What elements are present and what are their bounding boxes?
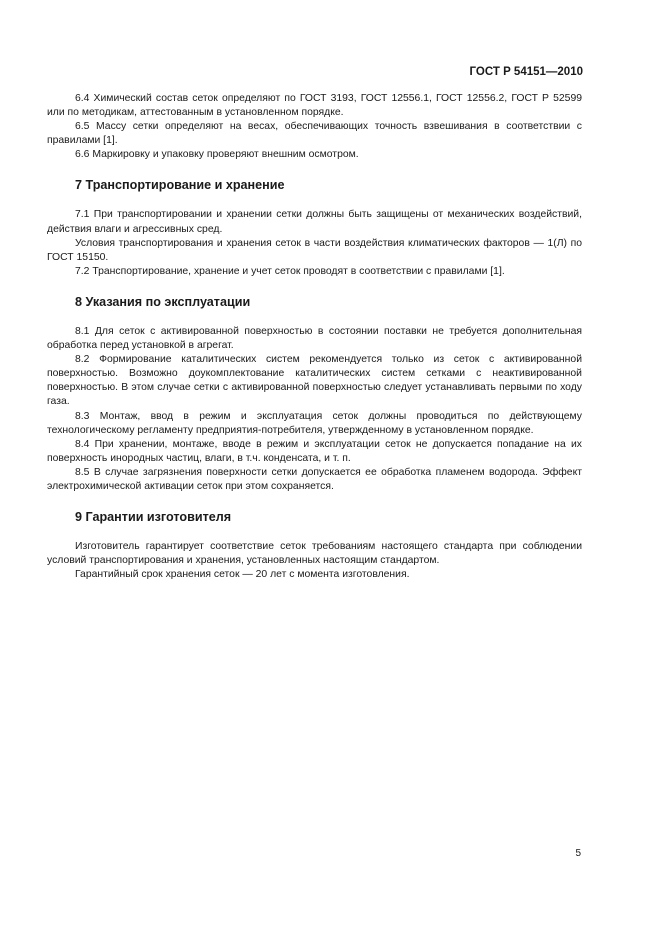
section-7-heading: 7 Транспортирование и хранение	[75, 178, 285, 193]
paragraph-7-2: 7.2 Транспортирование, хранение и учет сеток проводят в соответствии с правилами [1].	[75, 265, 505, 277]
paragraph-7-1-b: Условия транспортирования и хранения сеток в части воздействия климатических факторов — 1(Л) по ГОСТ 15150.	[47, 237, 582, 263]
paragraph-8-4: 8.4 При хранении, монтаже, вводе в режим и эксплуатации сеток не допускается попадание на их поверхность инородных частиц, влаги, в т.ч. конденсата, и т. п.	[47, 438, 582, 464]
paragraph-7-1: 7.1 При транспортировании и хранении сетки должны быть защищены от механических воздействий, действия влаги и агрессивных сред.	[47, 209, 582, 235]
paragraph-8-2: 8.2 Формирование каталитических систем рекомендуется только из сеток с активированной поверхностью. Возможно доукомплектование каталитических систем сетками с неактивированной поверхностью. В этом случае сетки с активированной поверхностью следует устанавливать первыми по ходу газа.	[47, 354, 582, 408]
paragraph-6-6: 6.6 Маркировку и упаковку проверяют внешним осмотром.	[75, 149, 359, 161]
paragraph-8-3: 8.3 Монтаж, ввод в режим и эксплуатация сеток должны проводиться по действующему технологическому регламенту предприятия-потребителя, утвержденному в установленном порядке.	[47, 410, 582, 436]
paragraph-8-1: 8.1 Для сеток с активированной поверхностью в состоянии поставки не требуется дополнительная обработка перед установкой в агрегат.	[47, 325, 582, 352]
paragraph-6-5: 6.5 Массу сетки определяют на весах, обеспечивающих точность взвешивания в соответствии с правилами [1].	[47, 121, 582, 147]
document-body	[47, 92, 582, 582]
document-code: ГОСТ Р 54151—2010	[469, 66, 583, 78]
section-9-heading: 9 Гарантии изготовителя	[75, 510, 232, 525]
paragraph-8-5: 8.5 В случае загрязнения поверхности сетки допускается ее обработка пламенем водорода. Эффект электрохимической активации сеток при этом сохраняется.	[47, 466, 582, 492]
page-number: 5	[575, 848, 581, 859]
paragraph-9-2: Гарантийный срок хранения сеток — 20 лет с момента изготовления.	[75, 569, 410, 581]
paragraph-6-4: 6.4 Химический состав сеток определяют по ГОСТ 3193, ГОСТ 12556.1, ГОСТ 12556.2, ГОСТ Р 52599 или по методикам, аттестованным в установленном порядке.	[47, 93, 582, 119]
paragraph-9-1: Изготовитель гарантирует соответствие сеток требованиям настоящего стандарта при соблюдении условий транспортирования и хранения, установленных настоящим стандартом.	[47, 541, 582, 567]
section-8-heading: 8 Указания по эксплуатации	[75, 294, 251, 309]
